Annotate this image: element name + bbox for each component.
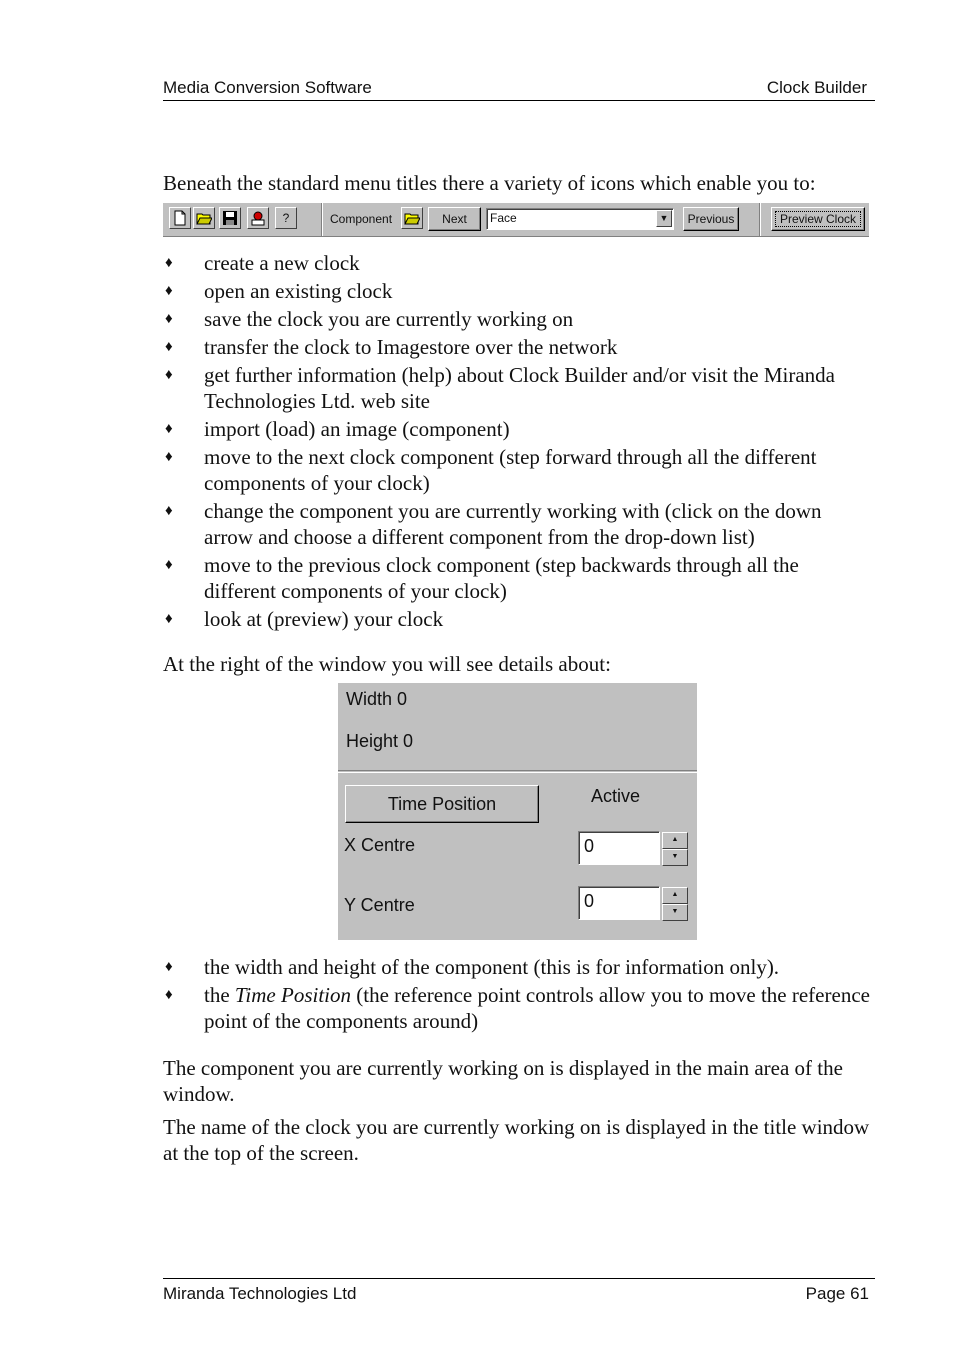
list-item: ♦ save the clock you are currently working on [165,307,574,331]
title-window-text: The name of the clock you are currently working on is displayed in the title window at the top of the screen. [163,1115,870,1165]
icon-functions-list [163,250,875,634]
toolbar [163,202,869,237]
help-glyph: ? [282,211,290,225]
list-item: ♦ the width and height of the component (this is for information only). [165,955,780,979]
next-button[interactable]: Next [428,207,481,231]
page-header [163,76,875,101]
transfer-icon[interactable] [247,207,269,229]
toolbar-separator [321,203,323,236]
toolbar-separator [759,203,761,236]
bullet-diamond-icon: ♦ [165,421,173,437]
footer-left: Miranda Technologies Ltd [163,1284,357,1303]
list-item: ♦ import (load) an image (component) [165,417,510,441]
x-centre-label: X Centre [344,835,416,855]
intro-text: Beneath the standard menu titles there a variety of icons which enable you to: [163,171,816,195]
bullet-diamond-icon: ♦ [165,959,173,975]
save-icon[interactable] [219,207,241,229]
open-icon[interactable] [193,207,215,229]
list-item: ♦ open an existing clock [165,279,393,303]
time-position-button[interactable]: Time Position [345,785,539,823]
y-centre-input[interactable]: 0 [578,886,660,920]
main-area-text: The component you are currently working on is displayed in the main area of the window. [163,1056,843,1106]
list-item: ♦ move to the previous clock component (step backwards through all the different components of your clock) [165,553,799,603]
combo-value: Face [490,211,517,225]
details-list [163,954,875,1036]
bullet-diamond-icon: ♦ [165,283,173,299]
list-item: ♦ look at (preview) your clock [165,607,444,631]
time-position-term: Time Position [234,983,352,1007]
panel-divider [338,770,697,773]
bullet-diamond-icon: ♦ [165,987,173,1003]
list-item: ♦ the Time Position (the reference point controls allow you to move the reference point of the components around) [165,983,870,1033]
list-item: ♦ create a new clock [165,251,360,275]
height-label: Height 0 [346,731,414,751]
page-footer [163,1278,875,1309]
header-left: Media Conversion Software [163,78,372,97]
spin-up-icon[interactable]: ▲ [662,887,688,904]
list-item: ♦ get further information (help) about Clock Builder and/or visit the Miranda Technologies Ltd. web site [165,363,836,413]
bullet-diamond-icon: ♦ [165,503,173,519]
y-centre-label: Y Centre [344,895,415,915]
x-centre-spinner[interactable] [662,832,688,866]
component-combo[interactable] [486,208,674,230]
active-label: Active [591,786,641,806]
bullet-diamond-icon: ♦ [165,449,173,465]
preview-clock-button[interactable]: Preview Clock [771,207,865,231]
bullet-diamond-icon: ♦ [165,311,173,327]
bullet-diamond-icon: ♦ [165,557,173,573]
y-centre-spinner[interactable] [662,887,688,921]
spin-down-icon[interactable]: ▼ [662,849,688,866]
bullet-diamond-icon: ♦ [165,611,173,627]
details-intro-text: At the right of the window you will see details about: [163,652,611,676]
width-label: Width 0 [346,689,408,709]
previous-button[interactable]: Previous [683,207,739,231]
list-item: ♦ change the component you are currently working with (click on the down arrow and choose a different component from the drop-down list) [165,499,822,549]
bullet-diamond-icon: ♦ [165,367,173,383]
help-icon[interactable] [275,207,297,229]
list-item: ♦ transfer the clock to Imagestore over the network [165,335,618,359]
x-centre-input[interactable]: 0 [578,831,660,865]
spin-down-icon[interactable]: ▼ [662,904,688,921]
details-panel [338,683,697,940]
bullet-diamond-icon: ♦ [165,255,173,271]
component-label: Component [330,212,393,226]
header-right: Clock Builder [766,78,867,97]
chevron-down-icon[interactable]: ▼ [656,210,672,227]
import-icon[interactable] [401,207,423,229]
list-item: ♦ move to the next clock component (step forward through all the different components of your clock) [165,445,817,495]
bullet-diamond-icon: ♦ [165,339,173,355]
spin-up-icon[interactable]: ▲ [662,832,688,849]
page-number: Page 61 [805,1284,869,1303]
new-icon[interactable] [169,207,191,229]
